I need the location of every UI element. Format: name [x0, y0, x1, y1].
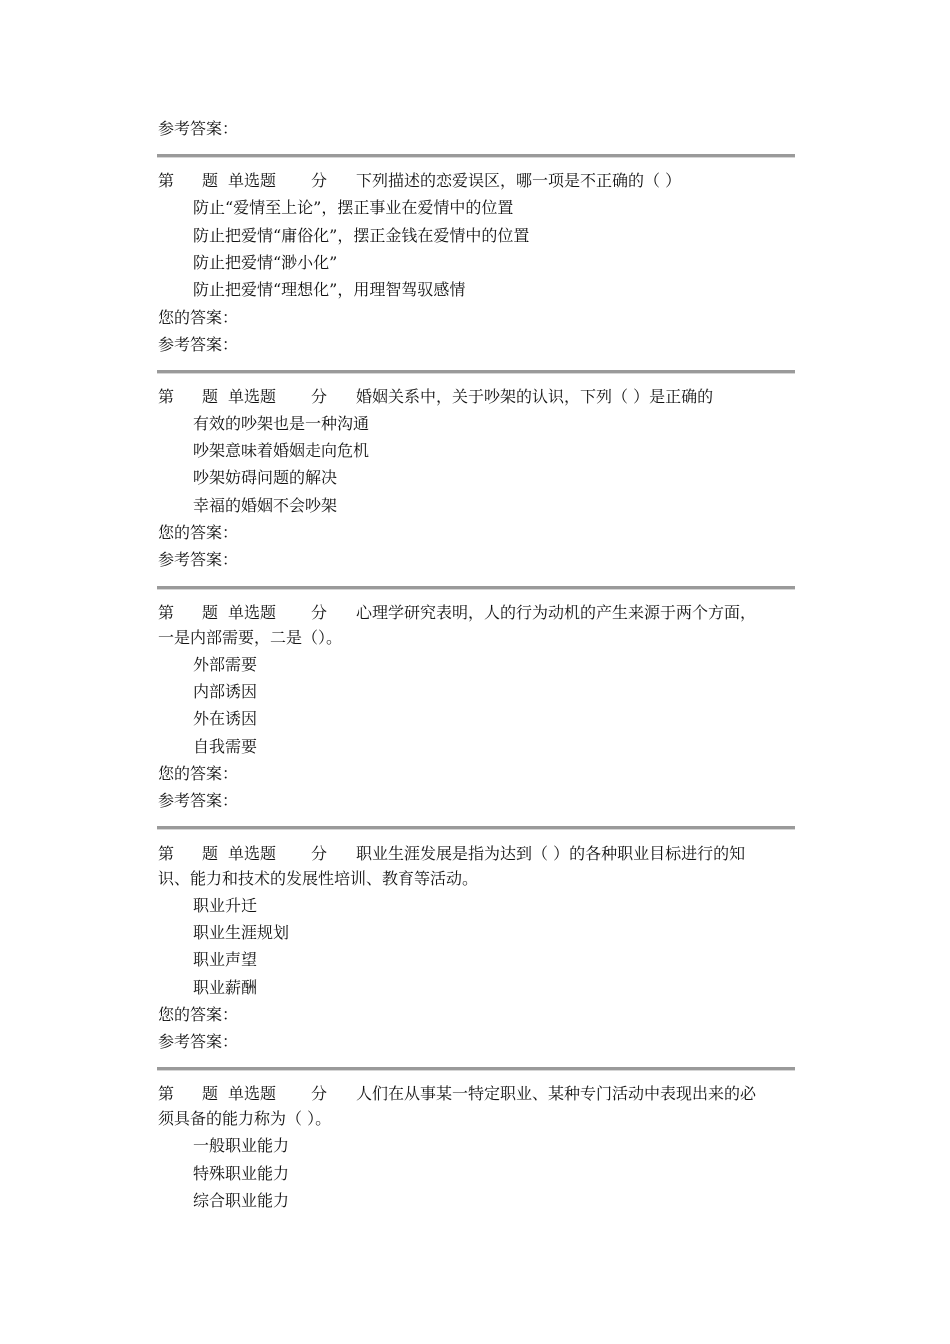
divider	[157, 370, 795, 374]
option[interactable]: 特殊职业能力	[193, 1164, 290, 1183]
question-type-label: 单选题	[228, 844, 277, 863]
question-header	[0, 843, 950, 865]
divider	[157, 154, 795, 158]
question-di-label: 第	[158, 844, 175, 863]
reference-answer-label: 参考答案：	[158, 1032, 239, 1051]
question-type-label: 单选题	[228, 387, 277, 406]
question-stem-line-2: 一是内部需要，二是（）。	[158, 628, 343, 647]
question-type-label: 单选题	[228, 171, 277, 190]
option[interactable]: 职业薪酬	[193, 978, 258, 997]
question-stem-line-1: 婚姻关系中，关于吵架的认识，下列（ ）是正确的	[356, 387, 714, 406]
option[interactable]: 综合职业能力	[193, 1191, 290, 1210]
option[interactable]: 吵架意味着婚姻走向危机	[193, 441, 370, 460]
question-stem-line-1: 下列描述的恋爱误区，哪一项是不正确的（ ）	[356, 171, 682, 190]
option[interactable]: 防止把爱情“渺小化”	[193, 253, 338, 272]
option[interactable]: 防止“爱情至上论”，摆正事业在爱情中的位置	[193, 198, 514, 217]
question-score-label: 分	[311, 844, 328, 863]
question-di-label: 第	[158, 387, 175, 406]
question-score-label: 分	[311, 171, 328, 190]
question-header	[0, 1083, 950, 1105]
reference-answer-label: 参考答案：	[158, 791, 239, 810]
option[interactable]: 职业声望	[193, 950, 258, 969]
option[interactable]: 外在诱因	[193, 709, 258, 728]
question-type-label: 单选题	[228, 603, 277, 622]
your-answer-label: 您的答案：	[158, 308, 239, 327]
option[interactable]: 内部诱因	[193, 682, 258, 701]
question-ti-label: 题	[202, 603, 219, 622]
question-score-label: 分	[311, 1084, 328, 1103]
question-stem-line-2: 须具备的能力称为（ ）。	[158, 1109, 332, 1128]
question-ti-label: 题	[202, 387, 219, 406]
question-stem-line-2: 识、能力和技术的发展性培训、教育等活动。	[158, 869, 479, 888]
question-score-label: 分	[311, 603, 328, 622]
question-di-label: 第	[158, 603, 175, 622]
question-score-label: 分	[311, 387, 328, 406]
question-ti-label: 题	[202, 1084, 219, 1103]
option[interactable]: 一般职业能力	[193, 1136, 290, 1155]
question-di-label: 第	[158, 171, 175, 190]
question-stem-line-1: 人们在从事某一特定职业、某种专门活动中表现出来的必	[356, 1084, 757, 1103]
option[interactable]: 有效的吵架也是一种沟通	[193, 414, 370, 433]
divider	[157, 1067, 795, 1071]
your-answer-label: 您的答案：	[158, 764, 239, 783]
option[interactable]: 防止把爱情“庸俗化”，摆正金钱在爱情中的位置	[193, 226, 530, 245]
option[interactable]: 职业生涯规划	[193, 923, 290, 942]
question-di-label: 第	[158, 1084, 175, 1103]
reference-answer-label: 参考答案：	[158, 550, 239, 569]
reference-answer-label: 参考答案：	[158, 335, 239, 354]
your-answer-label: 您的答案：	[158, 1005, 239, 1024]
option[interactable]: 外部需要	[193, 655, 258, 674]
option[interactable]: 自我需要	[193, 737, 258, 756]
option[interactable]: 职业升迁	[193, 896, 258, 915]
option[interactable]: 幸福的婚姻不会吵架	[193, 496, 338, 515]
question-stem-line-1: 职业生涯发展是指为达到（ ）的各种职业目标进行的知	[356, 844, 746, 863]
question-stem-line-1: 心理学研究表明，人的行为动机的产生来源于两个方面，	[356, 603, 757, 622]
your-answer-label: 您的答案：	[158, 523, 239, 542]
question-header	[0, 170, 950, 192]
divider	[157, 586, 795, 590]
divider	[157, 826, 795, 830]
question-ti-label: 题	[202, 844, 219, 863]
option[interactable]: 防止把爱情“理想化”，用理智驾驭感情	[193, 280, 466, 299]
question-header	[0, 602, 950, 624]
top-reference-answer-label: 参考答案：	[158, 119, 239, 138]
option[interactable]: 吵架妨碍问题的解决	[193, 468, 338, 487]
question-ti-label: 题	[202, 171, 219, 190]
question-header	[0, 386, 950, 408]
question-type-label: 单选题	[228, 1084, 277, 1103]
